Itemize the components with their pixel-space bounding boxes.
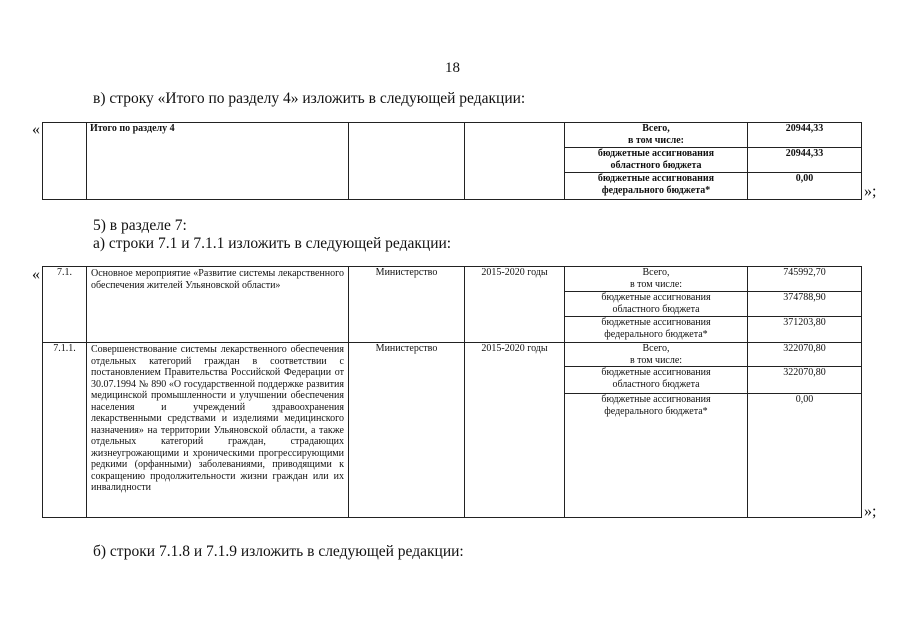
- total-section-4-table: [42, 122, 862, 200]
- regional-budget-label-cell: бюджетные ассигнования областного бюджета: [565, 367, 748, 394]
- period-cell: 2015-2020 годы: [465, 267, 565, 343]
- row-number-cell: 7.1.: [43, 267, 87, 343]
- table2-close-quote: »;: [864, 503, 877, 520]
- total-value-cell: 745992,70: [748, 267, 862, 292]
- section-7-table: [42, 266, 862, 518]
- total-value-cell: 322070,80: [748, 343, 862, 367]
- paragraph-5: 5) в разделе 7:: [93, 217, 187, 234]
- federal-budget-value-cell: 0,00: [748, 173, 862, 200]
- federal-budget-value-cell: 371203,80: [748, 317, 862, 343]
- table1-open-quote: «: [32, 121, 40, 138]
- paragraph-b: б) строки 7.1.8 и 7.1.9 изложить в следующей редакции:: [93, 543, 464, 560]
- federal-budget-label-cell: бюджетные ассигнования федерального бюджета*: [565, 173, 748, 200]
- total-title-cell: Итого по разделу 4: [87, 123, 349, 200]
- total-label-cell: Всего, в том числе:: [565, 343, 748, 367]
- period-cell: 2015-2020 годы: [465, 343, 565, 518]
- regional-budget-value-cell: 322070,80: [748, 367, 862, 394]
- row-number-cell: 7.1.1.: [43, 343, 87, 518]
- regional-budget-value-cell: 20944,33: [748, 148, 862, 173]
- executor-cell: Министерство: [349, 343, 465, 518]
- total-label-cell: Всего, в том числе:: [565, 123, 748, 148]
- measure-description-cell: Совершенствование системы лекарственного обеспечения отдельных категорий граждан в соответствии с постановлением Правительства Российской Федерации от 30.07.1994 № 890 «О государственной поддержке развития медицинской промышленности и улучшении обеспечения населения и учреждений здравоохранения лекарственными средствами и изделиями медицинского назначения» на территории Ульяновской области, а также отдельных категорий граждан, страдающих жизнеугрожающими и хроническими прогрессирующими редкими (орфанными) заболеваниями, приводящими к сокращению продолжительности жизни граждан или их инвалидности: [87, 343, 349, 518]
- federal-budget-label-cell: бюджетные ассигнования федерального бюджета*: [565, 394, 748, 518]
- federal-budget-value-cell: 0,00: [748, 394, 862, 518]
- executor-cell: Министерство: [349, 267, 465, 343]
- paragraph-a: а) строки 7.1 и 7.1.1 изложить в следующей редакции:: [93, 235, 452, 252]
- regional-budget-label-cell: бюджетные ассигнования областного бюджета: [565, 292, 748, 317]
- federal-budget-label-cell: бюджетные ассигнования федерального бюджета*: [565, 317, 748, 343]
- table1-close-quote: »;: [864, 183, 877, 200]
- measure-description-cell: Основное мероприятие «Развитие системы лекарственного обеспечения жителей Ульяновской области»: [87, 267, 349, 343]
- total-value-cell: 20944,33: [748, 123, 862, 148]
- page-number: 18: [445, 60, 460, 76]
- paragraph-v: в) строку «Итого по разделу 4» изложить в следующей редакции:: [93, 90, 526, 107]
- regional-budget-value-cell: 374788,90: [748, 292, 862, 317]
- table2-open-quote: «: [32, 266, 40, 283]
- total-label-cell: Всего, в том числе:: [565, 267, 748, 292]
- regional-budget-label-cell: бюджетные ассигнования областного бюджета: [565, 148, 748, 173]
